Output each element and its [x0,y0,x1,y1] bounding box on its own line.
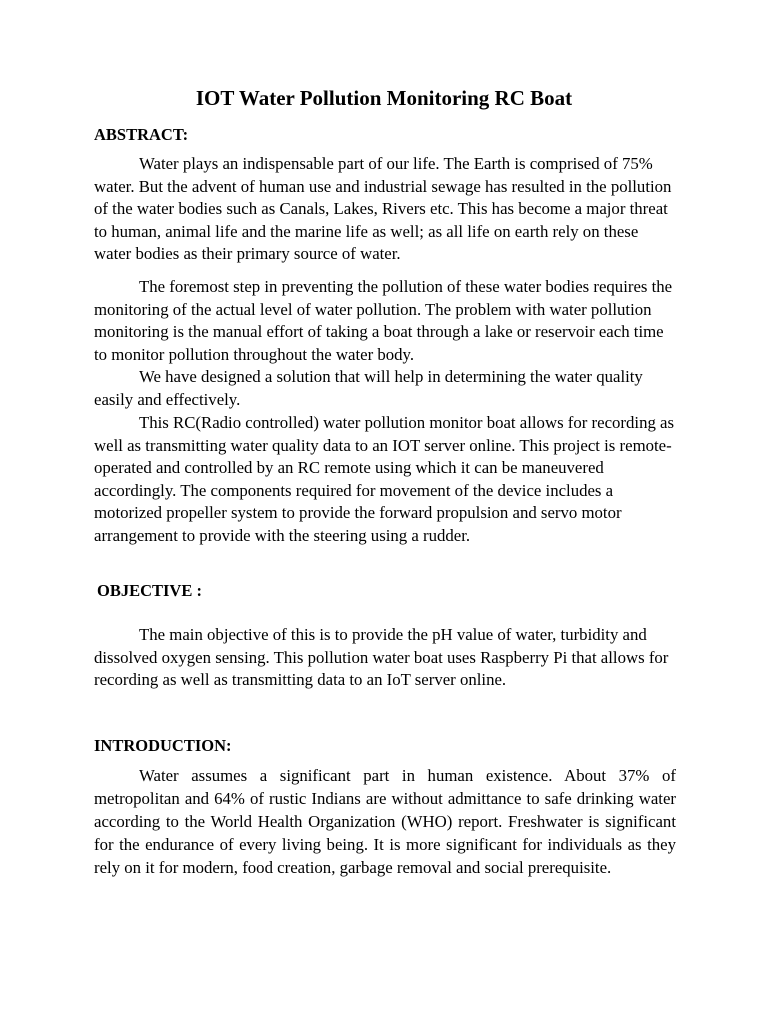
abstract-paragraph-4: This RC(Radio controlled) water pollution monitor boat allows for recording as well as transmitting water quality data to an IOT server online. This project is remote-operated and controlled by an RC remote using which it can be maneuvered accordingly. The components required for movement of the device includes a motorized propeller system to provide the forward propulsion and servo motor arrangement to provide with the steering using a rudder. [94,413,675,545]
abstract-heading: ABSTRACT: [94,125,189,144]
introduction-heading: INTRODUCTION: [94,736,232,755]
abstract-paragraph-3: We have designed a solution that will help in determining the water quality easily and effectively. [94,367,643,409]
document-title: IOT Water Pollution Monitoring RC Boat [195,86,573,110]
introduction-paragraph: Water assumes a significant part in human existence. About 37% of metropolitan and 64% of rustic Indians are without admittance to safe drinking water according to the World Health Organization (WHO) report. Freshwater is significant for the endurance of every living being. It is more significant for individuals as they rely on it for modern, food creation, garbage removal and social prerequisite. [94,766,676,877]
objective-heading: OBJECTIVE : [97,581,202,600]
objective-paragraph: The main objective of this is to provide the pH value of water, turbidity and dissolved oxygen sensing. This pollution water boat uses Raspberry Pi that allows for recording as well as transmitting data to an IoT server online. [94,625,669,690]
abstract-paragraph-1: Water plays an indispensable part of our life. The Earth is comprised of 75% water. But the advent of human use and industrial sewage has resulted in the pollution of the water bodies such as Canals, Lakes, Rivers etc. This has become a major threat to human, animal life and the marine life as well; as all life on earth rely on these water bodies as their primary source of water. [94,154,672,264]
abstract-paragraph-2: The foremost step in preventing the pollution of these water bodies requires the monitoring of the actual level of water pollution. The problem with water pollution monitoring is the manual effort of taking a boat through a lake or reservoir each time to monitor pollution throughout the water body. [94,277,673,364]
